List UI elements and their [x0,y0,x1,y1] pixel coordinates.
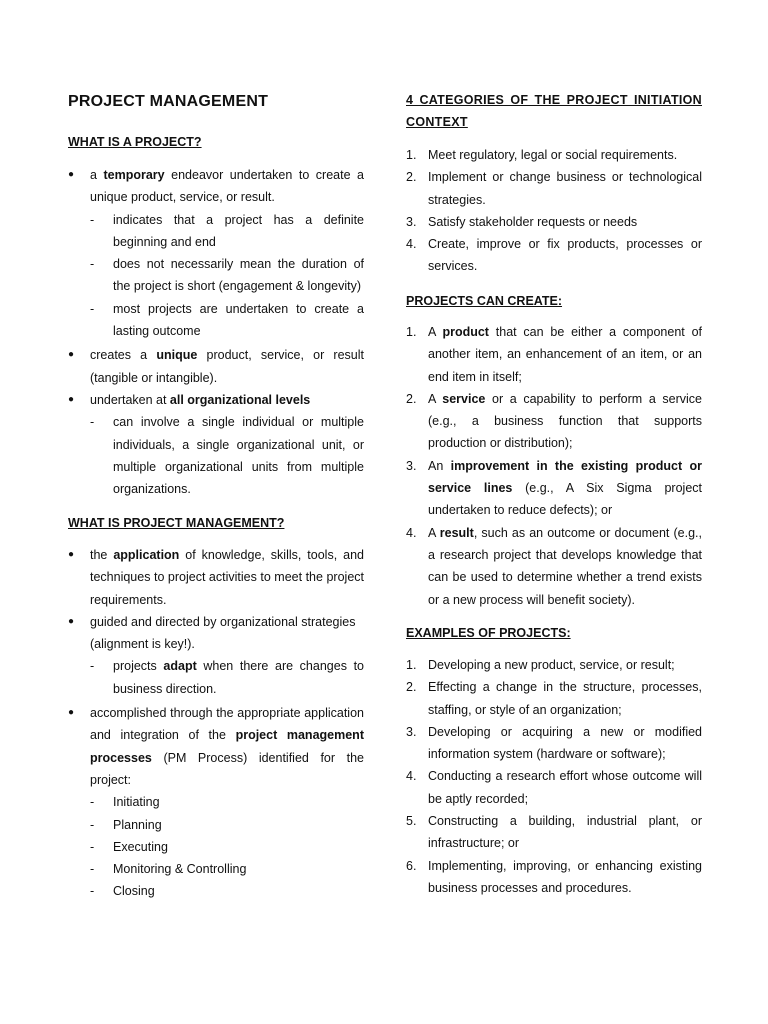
examples-list [406,654,702,899]
bullet-icon: ● [68,549,75,560]
list-item: 3. Developing or acquiring a new or modified information system (hardware or software); [406,724,702,762]
pm-bullets [68,544,364,903]
phase-item: - Initiating [90,795,160,810]
create-list [406,321,702,611]
list-item: 4. Create, improve or fix products, processes or services. [406,237,702,274]
heading-categories: 4 CATEGORIES OF THE PROJECT INITIATION CONTEXT [406,93,702,130]
bullet-icon: ● [68,707,75,719]
list-item: 6. Implementing, improving, or enhancing existing business processes and procedures. [406,858,702,895]
list-item: 2. Effecting a change in the structure, processes, staffing, or style of an organization; [406,680,702,717]
categories-list [406,144,702,278]
list-item: 1. Developing a new product, service, or result; [406,658,675,672]
bullet-guided: ● guided and directed by organizational strategies (alignment is key!). [68,611,364,656]
list-item: 4. Conducting a research effort whose outcome will be aptly recorded; [406,769,702,806]
bullet-temporary: ● a temporary endeavor undertaken to create a unique product, service, or result. [68,164,364,209]
bullet-unique: ● creates a unique product, service, or result (tangible or intangible). [68,344,364,389]
phase-item: - Planning [90,817,162,832]
heading-what-is-project: WHAT IS A PROJECT? [68,135,202,149]
page-title: PROJECT MANAGEMENT [68,93,269,110]
heading-what-is-pm: WHAT IS PROJECT MANAGEMENT? [68,516,285,530]
bullet-icon: ● [68,349,75,361]
bullet-icon: ● [68,393,75,405]
bullet-accomplished: ● accomplished through the appropriate application and integration of the project management processes (PM Process) identified for the project: [68,702,364,791]
sub-item-duration: - does not necessarily mean the duration of the project is short (engagement & longevity) [90,257,364,294]
list-item: 3. An improvement in the existing product or service lines (e.g., A Six Sigma project undertaken to reduce defects); or [406,458,702,518]
phase-item: - Closing [90,884,155,899]
sub-item-lasting: - most projects are undertaken to create a lasting outcome [90,301,364,339]
heading-projects-can-create: PROJECTS CAN CREATE: [406,294,563,308]
phase-item: - Monitoring & Controlling [90,862,247,877]
bullet-icon: ● [68,615,75,627]
sub-item-adapt: - projects adapt when there are changes to business direction. [90,659,364,696]
phase-item: - Executing [90,839,168,854]
sub-item-definite: - indicates that a project has a definite beginning and end [90,212,364,249]
bullet-org-levels: ● undertaken at all organizational levels [68,389,364,411]
list-item: 2. A service or a capability to perform a service (e.g., a business function that supports production or distribution); [406,391,702,451]
list-item: 1. Meet regulatory, legal or social requirements. [406,148,678,162]
list-item: 1. A product that can be either a component of another item, an enhancement of an item, or an end item in itself; [406,325,702,384]
list-item: 5. Constructing a building, industrial plant, or infrastructure; or [406,814,702,851]
project-bullets [68,164,364,500]
list-item: 4. A result, such as an outcome or document (e.g., a research project that develops knowledge that can be used to determine whether a trend exists or a new process will benefit society). [406,525,702,607]
list-item: 3. Satisfy stakeholder requests or needs [406,214,638,229]
bullet-icon: ● [68,169,75,180]
heading-examples: EXAMPLES OF PROJECTS: [406,626,571,640]
list-item: 2. Implement or change business or technological strategies. [406,170,702,207]
bullet-application: ● the application of knowledge, skills, tools, and techniques to project activities to meet the project requirements. [68,544,364,611]
sub-item-involve: - can involve a single individual or multiple individuals, a single organizational unit, or multiple organizational units from multiple organizations. [90,415,364,497]
